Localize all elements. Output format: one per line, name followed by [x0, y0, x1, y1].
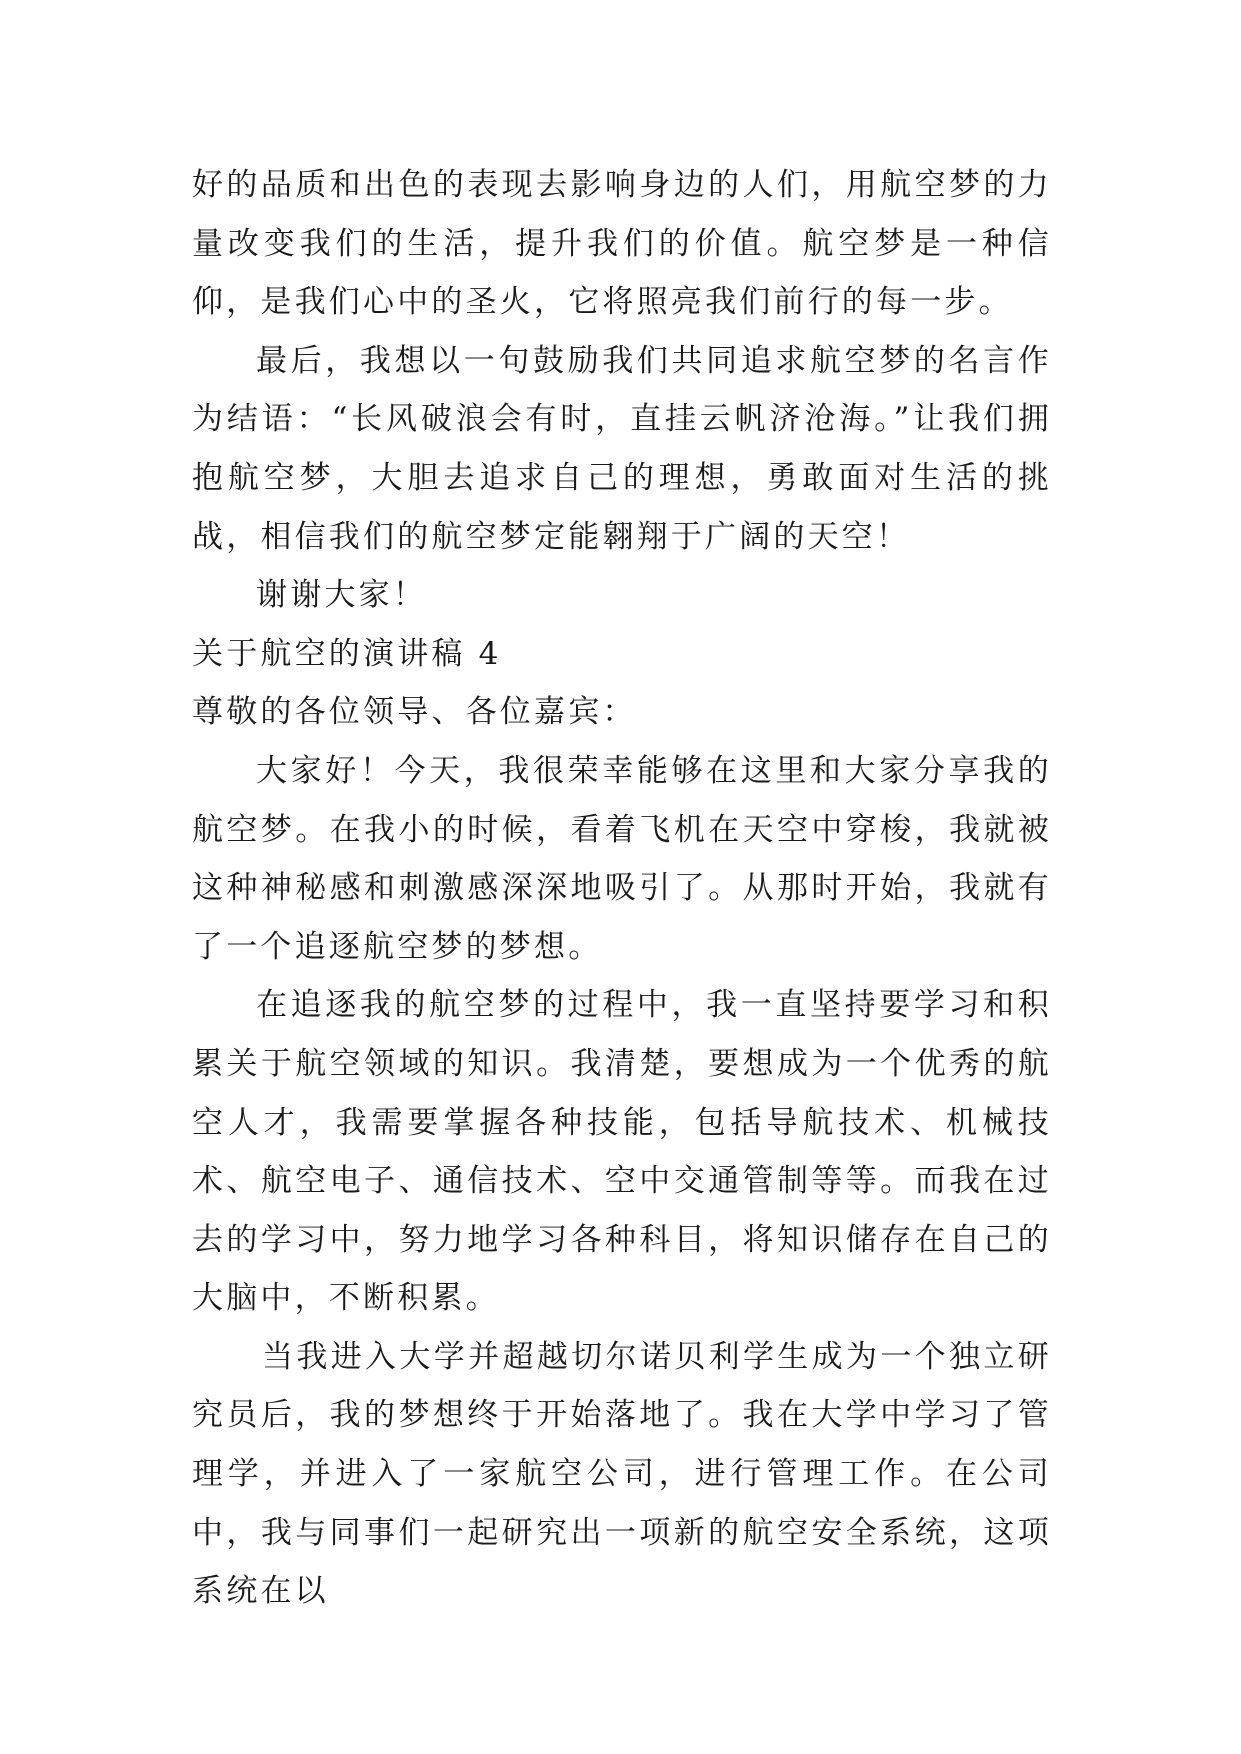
section-title: 关于航空的演讲稿 4: [192, 635, 502, 672]
paragraph-thanks: 谢谢大家！: [256, 577, 427, 614]
document-body: [192, 156, 1052, 1621]
salutation: 尊敬的各位领导、各位嘉宾：: [192, 694, 637, 731]
paragraph-learning: 在追逐我的航空梦的过程中，我一直坚持要学习和积累关于航空领域的知识。我清楚，要想成为一个优秀的航空人才，我需要掌握各种技能，包括导航技术、机械技术、航空电子、通信技术、空中交通管制等等。而我在过去的学习中，努力地学习各种科目，将知识储存在自己的大脑中，不断积累。: [192, 987, 1052, 1317]
paragraph-university: 当我进入大学并超越切尔诺贝利学生成为一个独立研究员后，我的梦想终于开始落地了。我在大学中学习了管理学，并进入了一家航空公司，进行管理工作。在公司中，我与同事们一起研究出一项新的航空安全系统，这项系统在以: [192, 1338, 1052, 1610]
paragraph-closing-quote: 最后，我想以一句鼓励我们共同追求航空梦的名言作为结语：“长风破浪会有时，直挂云帆济沧海。”让我们拥抱航空梦，大胆去追求自己的理想，勇敢面对生活的挑战，相信我们的航空梦定能翱翔于广阔的天空！: [192, 342, 1052, 555]
paragraph-intro: 大家好！今天，我很荣幸能够在这里和大家分享我的航空梦。在我小的时候，看着飞机在天空中穿梭，我就被这种神秘感和刺激感深深地吸引了。从那时开始，我就有了一个追逐航空梦的梦想。: [192, 752, 1052, 965]
paragraph-continuation: 好的品质和出色的表现去影响身边的人们，用航空梦的力量改变我们的生活，提升我们的价值。航空梦是一种信仰，是我们心中的圣火，它将照亮我们前行的每一步。: [192, 167, 1052, 321]
